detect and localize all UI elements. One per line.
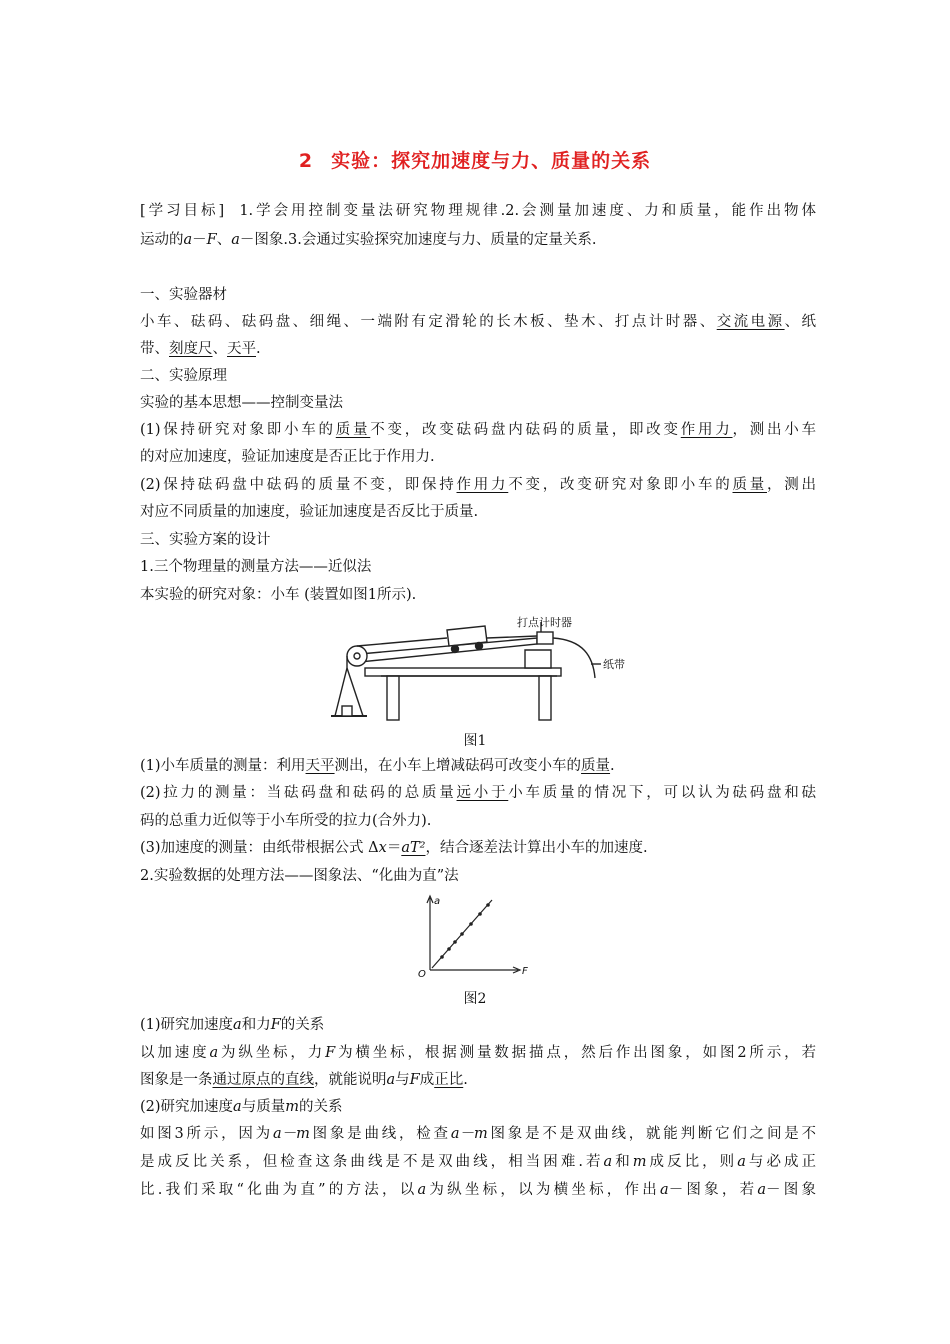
- cart-wheel: [452, 646, 459, 653]
- var-a: a: [660, 1182, 669, 1198]
- design-sub-1: 1.三个物理量的测量方法——近似法: [140, 559, 372, 575]
- text: 、: [216, 232, 232, 248]
- var-a-m: a－m: [450, 1126, 488, 1142]
- data-point: [453, 940, 457, 944]
- text: 比.我们采取“化曲为直”的方法，以: [140, 1182, 418, 1198]
- principle-1-line-2: 的对应加速度，验证加速度是否正比于作用力.: [140, 449, 435, 465]
- underlined-answer: 天平: [305, 758, 335, 774]
- text: 成反比，则: [646, 1154, 738, 1170]
- apparatus-figure: [325, 608, 625, 726]
- var-a: a: [417, 1182, 427, 1198]
- goals-text-1: 1.学会用控制变量法研究物理规律.2.会测量加速度、力和质量，能作出物体: [239, 203, 816, 219]
- var-m: m: [285, 1099, 299, 1115]
- underlined-answer: 远小于: [456, 785, 509, 801]
- text: (1)保持研究对象即小车的: [140, 422, 336, 438]
- var-x: x: [378, 840, 387, 856]
- pulley: [347, 646, 367, 666]
- var-F: F: [409, 1072, 420, 1088]
- string: [357, 638, 447, 646]
- text: 为纵坐标，以为横坐标，作出: [426, 1182, 661, 1198]
- text: (1)研究加速度: [140, 1017, 234, 1033]
- var-a: a: [233, 1017, 242, 1033]
- label-tape: 纸带: [603, 658, 625, 671]
- text: 小车、砝码、砝码盘、细绳、一端附有定滑轮的长木板、垫木、打点计时器、: [140, 314, 717, 330]
- underlined-answer: 质量: [335, 422, 371, 438]
- principle-2-line-2: 对应不同质量的加速度，验证加速度是否反比于质量.: [140, 504, 479, 520]
- text: ＝: [386, 840, 402, 856]
- text: 图象是不是双曲线，就能判断它们之间是不: [487, 1126, 817, 1142]
- var-a: a: [231, 232, 240, 248]
- text: 、: [212, 341, 227, 357]
- relation-1-heading: [140, 1015, 816, 1035]
- equipment-line-1: [140, 312, 816, 332]
- var-a-m: a－m: [272, 1126, 310, 1142]
- table-top: [365, 668, 561, 676]
- text: 是成反比关系，但检查这条曲线是不是双曲线，相当困难.若: [140, 1154, 604, 1170]
- principle-idea: 实验的基本思想——控制变量法: [140, 395, 343, 411]
- text: .: [256, 341, 261, 357]
- section-number: 2: [298, 150, 314, 172]
- var-F: F: [206, 232, 217, 248]
- var-m: m: [632, 1154, 647, 1170]
- data-point: [478, 912, 482, 916]
- text: 测出，在小车上增减砝码可改变小车的: [334, 758, 582, 774]
- table-leg: [539, 676, 551, 720]
- text: 和力: [241, 1017, 271, 1033]
- underlined-answer: 质量: [732, 477, 767, 493]
- data-point: [469, 922, 473, 926]
- relation-2-line-3: [140, 1180, 816, 1200]
- text: 、纸: [784, 314, 817, 330]
- text: 的关系: [298, 1099, 343, 1115]
- section-heading-design: 三、实验方案的设计: [140, 532, 271, 548]
- var-a: a: [209, 1045, 219, 1061]
- goals-label: [学习目标]: [140, 203, 225, 219]
- text: 成: [419, 1072, 435, 1088]
- underlined-answer: 通过原点的直线: [212, 1072, 314, 1088]
- weight: [342, 706, 352, 716]
- text: 和: [612, 1154, 633, 1170]
- data-point: [447, 947, 451, 951]
- var-a: a: [603, 1154, 613, 1170]
- underlined-answer: 交流电源: [716, 314, 785, 330]
- var-a: a: [183, 232, 193, 248]
- relation-1-line-2: [140, 1070, 816, 1090]
- text: 与质量: [241, 1099, 286, 1115]
- data-point: [486, 903, 490, 907]
- text: 小车质量的情况下，可以认为砝码盘和砝: [508, 785, 816, 801]
- text: 带、: [140, 341, 169, 357]
- data-point: [460, 932, 464, 936]
- text: (1)小车质量的测量：利用: [140, 758, 306, 774]
- text: (2)研究加速度: [140, 1099, 234, 1115]
- var-a: a: [737, 1154, 746, 1170]
- text: －: [192, 232, 207, 248]
- underlined-answer: 刻度尺: [169, 341, 213, 357]
- text: 图象是曲线，检查: [309, 1126, 451, 1142]
- underlined-answer: 天平: [227, 341, 256, 357]
- text: －图象，若: [668, 1182, 758, 1198]
- text: .: [463, 1072, 468, 1088]
- title-text: 实验：探究加速度与力、质量的关系: [331, 150, 652, 172]
- text: 不变，改变研究对象即小车的: [508, 477, 733, 493]
- principle-1-line-1: [140, 420, 816, 440]
- measure-3: [140, 838, 816, 858]
- relation-1-line-1: [140, 1043, 816, 1063]
- text: 的关系: [280, 1017, 325, 1033]
- underlined-answer: 作用力: [680, 422, 733, 438]
- text: .: [610, 758, 615, 774]
- measure-2-line-2: 码的总重力近似等于小车所受的拉力(合外力).: [140, 813, 432, 829]
- underlined-answer: 作用力: [456, 477, 509, 493]
- text: (2)拉力的测量：当砝码盘和砝码的总质量: [140, 785, 457, 801]
- figure-2-caption: 图2: [463, 991, 487, 1007]
- y-axis-label: a: [434, 896, 441, 907]
- var-F: F: [325, 1045, 336, 1061]
- text: ，测出小车: [732, 422, 817, 438]
- measure-2-line-1: [140, 783, 816, 803]
- text: ，测出: [767, 477, 816, 493]
- text: －图象.3.会通过实验探究加速度与力、质量的定量关系.: [239, 232, 597, 248]
- text: 运动的: [140, 232, 184, 248]
- text: 为纵坐标，力: [218, 1045, 326, 1061]
- relation-2-heading: [140, 1097, 816, 1117]
- measure-1: [140, 756, 816, 776]
- relation-2-line-1: [140, 1124, 816, 1144]
- table-leg: [387, 676, 399, 720]
- var-F: F: [270, 1017, 281, 1033]
- equipment-line-2: [140, 339, 816, 359]
- page-title: [0, 146, 950, 173]
- text: 以加速度: [140, 1045, 210, 1061]
- formula-aT2: aT²: [401, 840, 426, 856]
- relation-2-line-2: [140, 1152, 816, 1172]
- text: －图象: [766, 1182, 817, 1198]
- var-a: a: [757, 1182, 767, 1198]
- text: (2)保持砝码盘中砝码的质量不变，即保持: [140, 477, 457, 493]
- text: 与: [395, 1072, 410, 1088]
- goals-line-2: [140, 230, 816, 250]
- label-timer: 打点计时器: [517, 616, 572, 629]
- underlined-answer: 质量: [581, 758, 611, 774]
- text: 与必成正: [745, 1154, 817, 1170]
- text: 如图3所示，因为: [140, 1126, 273, 1142]
- timer-box: [537, 632, 553, 644]
- text: ，就能说明: [314, 1072, 387, 1088]
- wood-block: [525, 650, 551, 668]
- section-heading-equipment: 一、实验器材: [140, 287, 227, 303]
- text: (3)加速度的测量：由纸带根据公式 Δ: [140, 840, 379, 856]
- text: ，结合逐差法计算出小车的加速度.: [425, 840, 648, 856]
- figure-1-caption: 图1: [463, 733, 487, 749]
- underlined-answer: 正比: [434, 1072, 464, 1088]
- paper-tape-on-board: [487, 636, 537, 638]
- var-a: a: [386, 1072, 396, 1088]
- data-point: [440, 955, 444, 959]
- goals-line-1: [140, 201, 816, 221]
- principle-2-line-1: [140, 475, 816, 495]
- text: 为横坐标，根据测量数据描点，然后作出图象，如图2所示，若: [335, 1045, 817, 1061]
- var-a: a: [233, 1099, 242, 1115]
- design-sub-2: 2.实验数据的处理方法——图象法、“化曲为直”法: [140, 868, 459, 884]
- section-heading-principle: 二、实验原理: [140, 368, 227, 384]
- a-F-graph: [414, 890, 538, 978]
- origin-label: O: [418, 969, 426, 978]
- x-axis-label: F: [522, 966, 528, 977]
- text: 图象是一条: [140, 1072, 213, 1088]
- text: 不变，改变砝码盘内砝码的质量，即改变: [370, 422, 681, 438]
- design-object: 本实验的研究对象：小车 (装置如图1所示).: [140, 587, 417, 603]
- cart-wheel: [476, 643, 483, 650]
